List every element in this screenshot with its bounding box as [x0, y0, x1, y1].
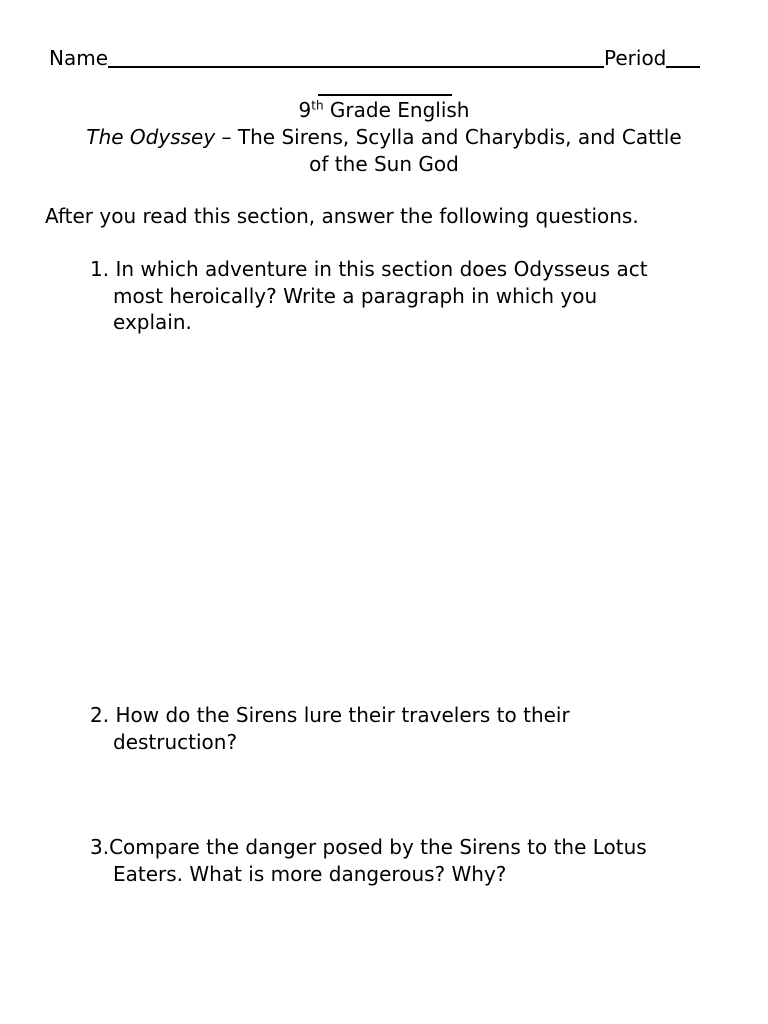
- question-2: [90, 702, 730, 755]
- reading-title-cont: of the Sun God: [309, 152, 459, 176]
- question-number: 2.: [90, 703, 110, 727]
- question-number: 1.: [90, 257, 110, 281]
- name-period-line: [49, 43, 721, 72]
- question-3: [90, 834, 730, 887]
- name-label: Name: [49, 46, 109, 70]
- header-rule: [318, 94, 452, 96]
- question-text: destruction?: [113, 729, 238, 754]
- instructions: After you read this section, answer the following questions.: [45, 204, 639, 228]
- question-text: In which adventure in this section does Odysseus act: [109, 257, 648, 281]
- course-title: 9th Grade English: [298, 98, 470, 122]
- period-blank[interactable]: [666, 46, 700, 68]
- question-text: Eaters. What is more dangerous? Why?: [113, 861, 507, 886]
- question-text: How do the Sirens lure their travelers to their: [109, 703, 570, 727]
- period-label: Period: [604, 46, 667, 70]
- title-block: [34, 97, 734, 178]
- work-title: The Odyssey: [86, 125, 216, 149]
- name-blank[interactable]: [108, 46, 604, 68]
- reading-title: The Odyssey – The Sirens, Scylla and Charybdis, and Cattle: [86, 125, 682, 149]
- question-1: [90, 256, 730, 336]
- question-text: explain.: [113, 310, 192, 334]
- grade-suffix: th: [311, 98, 324, 113]
- question-text: Compare the danger posed by the Sirens to the Lotus: [109, 835, 647, 859]
- question-number: 3.: [90, 835, 110, 859]
- question-text: most heroically? Write a paragraph in which you: [113, 283, 598, 308]
